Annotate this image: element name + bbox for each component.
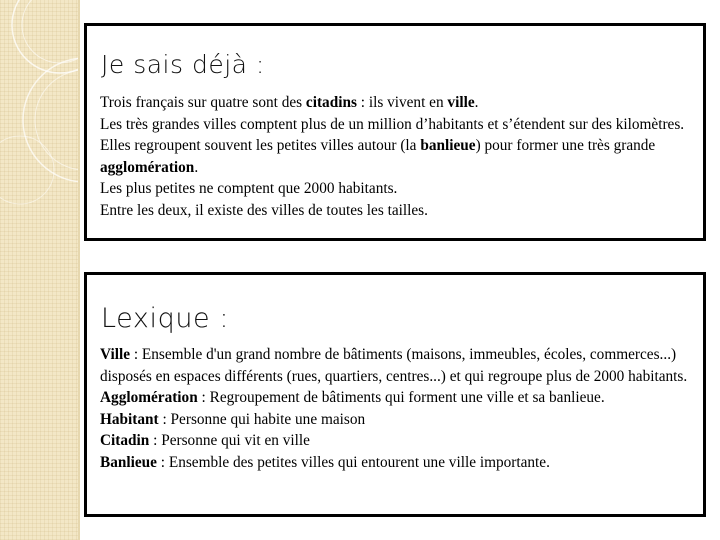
- lexique-term: Habitant: [100, 410, 159, 428]
- paragraph: [100, 92, 693, 114]
- je-sais-deja-title: Je sais déjà :: [101, 50, 265, 79]
- key-term: ville: [447, 94, 475, 111]
- paragraph: [100, 200, 693, 222]
- text-segment: Les plus petites ne comptent que 2000 habitants.: [100, 180, 398, 197]
- lexique-definition: : Personne qui vit en ville: [149, 432, 310, 449]
- lexique-definition: : Ensemble des petites villes qui entourent une ville importante.: [156, 453, 550, 471]
- lexique-title: Lexique :: [101, 303, 230, 334]
- key-term: citadins: [305, 94, 357, 111]
- text-segment: Les très grandes villes comptent plus de un million d’habitants et s’étendent sur des kilomètres. Elles regroupent souvent les petites villes autour (la: [100, 115, 685, 154]
- text-segment: Entre les deux, il existe des villes de toutes les tailles.: [100, 201, 428, 219]
- lexique-term: Banlieue: [100, 453, 157, 471]
- lexique-entry: [100, 387, 693, 409]
- decorative-side-band: [0, 0, 80, 540]
- decorative-circles: [0, 0, 80, 210]
- text-segment: : ils vivent en: [356, 94, 448, 111]
- lexique-term: Agglomération: [100, 389, 198, 406]
- text-segment: ) pour former une très grande: [475, 137, 656, 154]
- lexique-box: [84, 272, 706, 517]
- je-sais-deja-text: [100, 92, 693, 221]
- text-segment: .: [194, 158, 199, 176]
- lexique-definition: : Regroupement de bâtiments qui forment une ville et sa banlieue.: [197, 389, 605, 406]
- je-sais-deja-box: [84, 23, 706, 241]
- key-term: banlieue: [420, 137, 476, 154]
- lexique-entry: [100, 409, 693, 431]
- lexique-definition: : Ensemble d'un grand nombre de bâtiments (maisons, immeubles, écoles, commerces...) disposés en espaces différents (rues, quartiers, centres...) et qui regroupe plus de 2000 habitants.: [100, 346, 688, 385]
- lexique-term: Ville: [100, 346, 131, 363]
- lexique-list: [100, 344, 693, 473]
- lexique-entry: [100, 452, 693, 474]
- lexique-entry: [100, 344, 693, 387]
- paragraph: [100, 178, 693, 200]
- paragraph: [100, 114, 693, 179]
- lexique-definition: : Personne qui habite une maison: [158, 410, 366, 428]
- lexique-entry: [100, 430, 693, 452]
- key-term: agglomération: [100, 158, 195, 176]
- text-segment: Trois français sur quatre sont des: [100, 94, 306, 111]
- lexique-term: Citadin: [100, 432, 150, 449]
- text-segment: .: [474, 94, 479, 111]
